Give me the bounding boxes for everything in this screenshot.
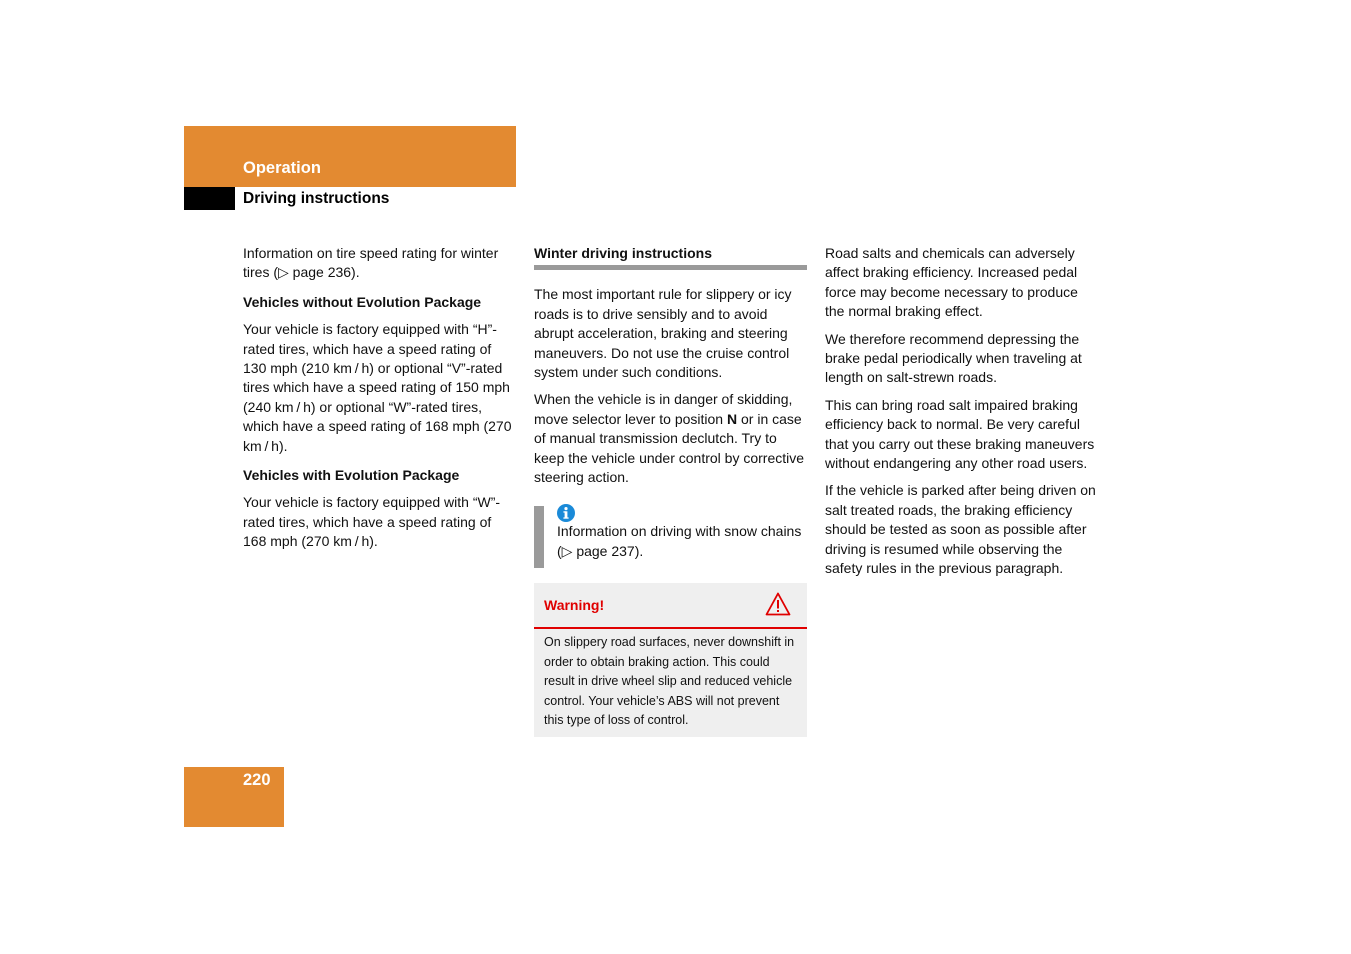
header-bar xyxy=(184,126,516,187)
winter-rule-paragraph: The most important rule for slippery or icy roads is to drive sensibly and to avoid abrupt acceleration, braking and steering maneuvers. Do not use the cruise control system under such conditions. xyxy=(534,286,792,381)
braking-efficiency-paragraph: This can bring road salt impaired braking efficiency back to normal. Be very careful that you carry out these braking maneuvers without endangering any other road users. xyxy=(825,396,1095,472)
warning-text: On slippery road surfaces, never downshift in order to obtain braking action. This could result in drive wheel slip and reduced vehicle control. Your vehicle’s ABS will not prevent this type of loss of control. xyxy=(544,635,795,727)
skidding-text-end: or in case of manual transmission declutch. Try to keep the vehicle under control by corrective steering action. xyxy=(534,410,805,486)
subsection-title: Driving instructions xyxy=(243,190,390,207)
column-middle xyxy=(534,244,807,745)
heading-rule xyxy=(534,265,807,270)
page-number: 220 xyxy=(243,771,271,789)
info-text: Information on driving with snow chains (▷ page 237). xyxy=(557,523,802,559)
tire-speed-intro: Information on tire speed rating for winter tires (▷ page 236). xyxy=(243,245,499,281)
info-bar xyxy=(534,506,544,568)
winter-driving-heading: Winter driving instructions xyxy=(534,245,712,261)
column-right xyxy=(825,244,1101,587)
selector-position: N xyxy=(726,410,738,427)
parked-vehicle-paragraph: If the vehicle is parked after being driven on salt treated roads, the braking efficiency should be tested as soon as possible after driving is resumed while observing the safety rules in the previous paragraph. xyxy=(825,482,1096,577)
text-with-evolution: Your vehicle is factory equipped with “W”-rated tires, which have a speed rating of 168 mph (270 km / h). xyxy=(243,494,501,550)
column-left xyxy=(243,244,517,560)
info-note xyxy=(534,504,807,561)
text-without-evolution: Your vehicle is factory equipped with “H”-rated tires, which have a speed rating of 130 mph (210 km / h) or optional “V”-rated tires which have a speed rating of 150 mph (240 km / h) or optional “W”-rated tires, which have a speed rating of 168 mph (270 km / h). xyxy=(243,321,512,454)
road-salt-paragraph: Road salts and chemicals can adversely affect braking efficiency. Increased pedal force may become necessary to produce the normal braking effect. xyxy=(825,245,1078,320)
info-icon xyxy=(557,504,575,522)
section-title: Operation xyxy=(243,159,321,177)
skidding-paragraph xyxy=(534,390,807,487)
skidding-text-start: When the vehicle is in danger of skidding, move selector lever to position xyxy=(534,391,793,427)
heading-without-evolution: Vehicles without Evolution Package xyxy=(243,293,482,310)
warning-triangle-icon xyxy=(765,592,791,616)
heading-with-evolution: Vehicles with Evolution Package xyxy=(243,467,460,484)
warning-header xyxy=(534,583,807,629)
warning-box xyxy=(534,583,807,737)
section-marker-tab xyxy=(184,187,235,210)
warning-title: Warning! xyxy=(544,597,605,614)
brake-recommendation-paragraph: We therefore recommend depressing the brake pedal periodically when traveling at length on salt-strewn roads. xyxy=(825,330,1082,386)
